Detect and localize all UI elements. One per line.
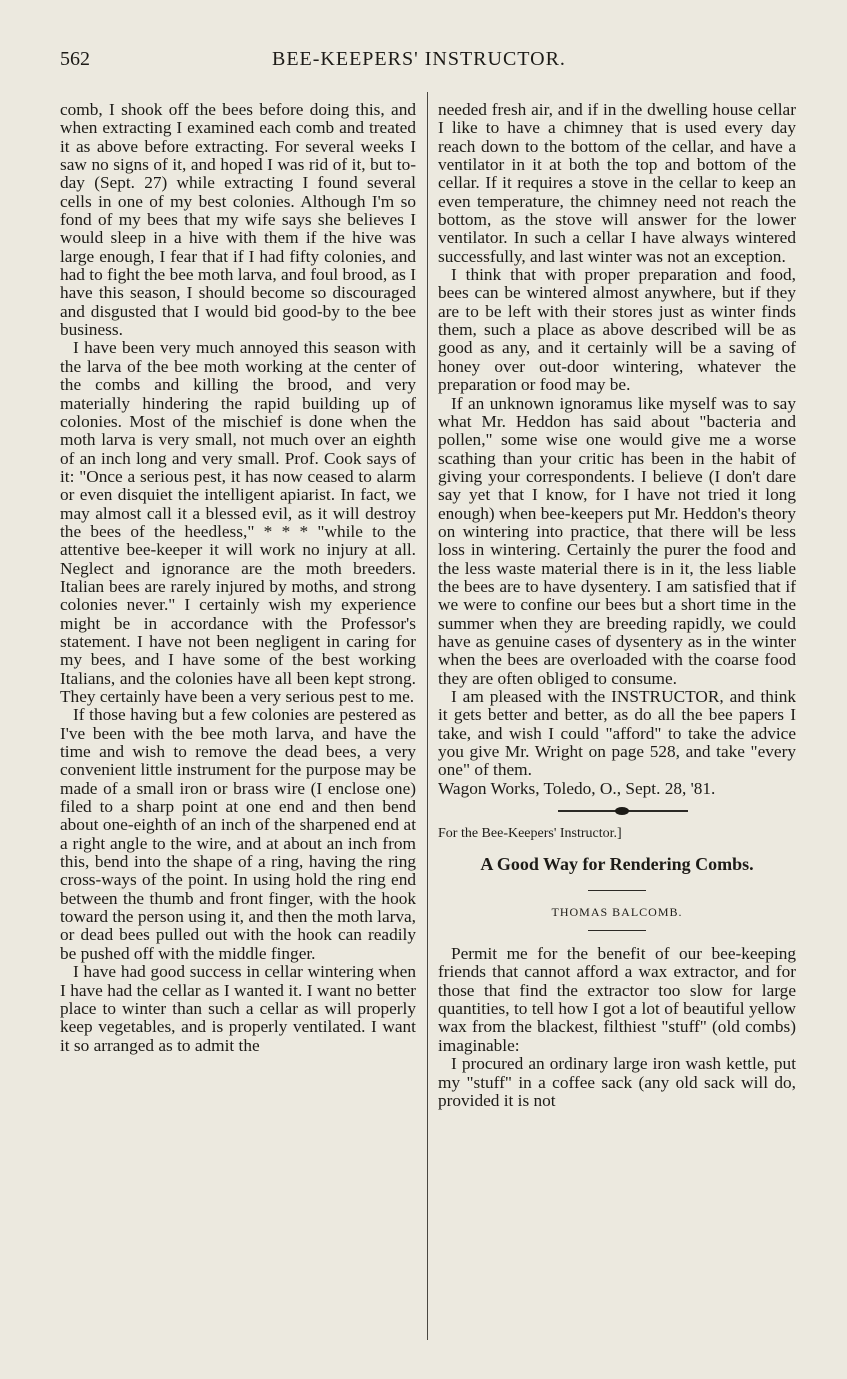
paragraph: needed fresh air, and if in the dwelling house cellar I like to have a chimney that is used every day reach down to the bottom of the cellar, and have a ventilator in it at both the top and bottom of the cellar. If it requires a stove in the cellar to keep an even temperature, the chimney need not reach the bottom, as the stove will answer for the lower ventilator. In such a cellar I have always wintered successfully, and last winter was not an exception.: [438, 100, 796, 266]
byline-rule: [588, 930, 646, 931]
article-source: For the Bee-Keepers' Instructor.]: [438, 826, 622, 842]
paragraph: I think that with proper preparation and food, bees can be wintered almost anywhere, but if they are to be left with their stores just as winter finds them, such a place as above described will be as good as any, and it certainly will be a saving of honey over out-door wintering, whatever the preparation or food may be.: [438, 265, 796, 395]
paragraph: I have had good success in cellar wintering when I have had the cellar as I wanted it. I want no better place to winter than such a cellar as will properly keep vegetables, and is properly ventilated. I want it so arranged as to admit the: [60, 962, 416, 1055]
ornamental-divider: [558, 810, 688, 812]
article-byline: THOMAS BALCOMB.: [551, 904, 683, 919]
signature-line: Wagon Works, Toledo, O., Sept. 28, '81.: [438, 778, 716, 798]
running-head: BEE-KEEPERS' INSTRUCTOR.: [272, 48, 566, 70]
paragraph: I am pleased with the INSTRUCTOR, and think it gets better and better, as do all the bee papers I take, and wish I could "afford" to take the advice you give Mr. Wright on page 528, and take "every one" of them.: [438, 687, 796, 780]
right-column: [438, 101, 796, 1110]
paragraph: comb, I shook off the bees before doing this, and when extracting I examined each comb and treated it as above before extracting. For several weeks I saw no signs of it, and hoped I was rid of it, but to-day (Sept. 27) while extracting I found several cells in one of my best colonies. Although I'm so fond of my bees that my wife says she believes I would sleep in a hive with them if the hive was large enough, I fear that if I had fifty colonies, and had to fight the bee moth larva, and foul brood, as I have this season, I should become so discouraged and disgusted that I would bid good-by to the bee business.: [60, 100, 416, 340]
column-divider: [427, 92, 428, 1340]
paragraph: If those having but a few colonies are pestered as I've been with the bee moth larva, and have the time and wish to remove the dead bees, a very convenient little instrument for the purpose may be made of a small iron or brass wire (I enclose one) filed to a sharp point at one end and then bend about one-eighth of an inch of the sharpened end at a right angle to the wire, and at about an inch from this, bend into the shape of a ring, having the ring cross-ways of the point. In using hold the ring end between the thumb and front finger, with the hook toward the person using it, and then the moth larva, or dead bees pulled out with the hook can readily be pushed off with the middle finger.: [60, 705, 416, 963]
title-rule: [588, 890, 646, 891]
paragraph: Permit me for the benefit of our bee-keeping friends that cannot afford a wax extractor, and for those that find the extractor too slow for large quantities, to tell how I got a lot of beautiful yellow wax from the blackest, filthiest "stuff" (old combs) imaginable:: [438, 944, 796, 1055]
left-column: [60, 101, 416, 1055]
paragraph: I have been very much annoyed this season with the larva of the bee moth working at the center of the combs and killing the brood, and very materially hindering the rapid building up of colonies. Most of the mischief is done when the moth larva is very small, not much over an eighth of an inch long and very small. Prof. Cook says of it: "Once a serious pest, it has now ceased to alarm or even disquiet the intelligent apiarist. In fact, we may almost call it a blessed evil, as it will destroy the bees of the heedless," * * * "while to the attentive bee-keeper it will work no injury at all. Neglect and ignorance are the moth breeders. Italian bees are rarely injured by moths, and strong colonies never." I certainly wish my experience might be in accordance with the Professor's statement. I have not been negligent in caring for my bees, and I have some of the best working Italians, and the colonies have all been kept strong. They certainly have been a very serious pest to me.: [60, 338, 416, 706]
page-number: 562: [60, 48, 90, 70]
article-title: A Good Way for Rendering Combs.: [480, 854, 754, 875]
page-header: [60, 48, 812, 80]
paragraph: I procured an ordinary large iron wash kettle, put my "stuff" in a coffee sack (any old sack will do, provided it is not: [438, 1054, 796, 1110]
paragraph: If an unknown ignoramus like myself was to say what Mr. Heddon has said about "bacteria and pollen," some wise one would give me a worse scathing than your critic has been in the habit of giving your correspondents. I believe (I don't dare say yet that I know, for I have not tried it long enough) when bee-keepers put Mr. Heddon's theory on wintering into practice, that there will be less loss in wintering. Certainly the purer the food and the less waste material there is in it, the less liable the bees are to have dysentery. I am satisfied that if we were to confine our bees but a short time in the summer when they are breeding rapidly, we could have as genuine cases of dysentery as in the winter when the bees are overloaded with the coarse food they are often obliged to consume.: [438, 393, 796, 688]
